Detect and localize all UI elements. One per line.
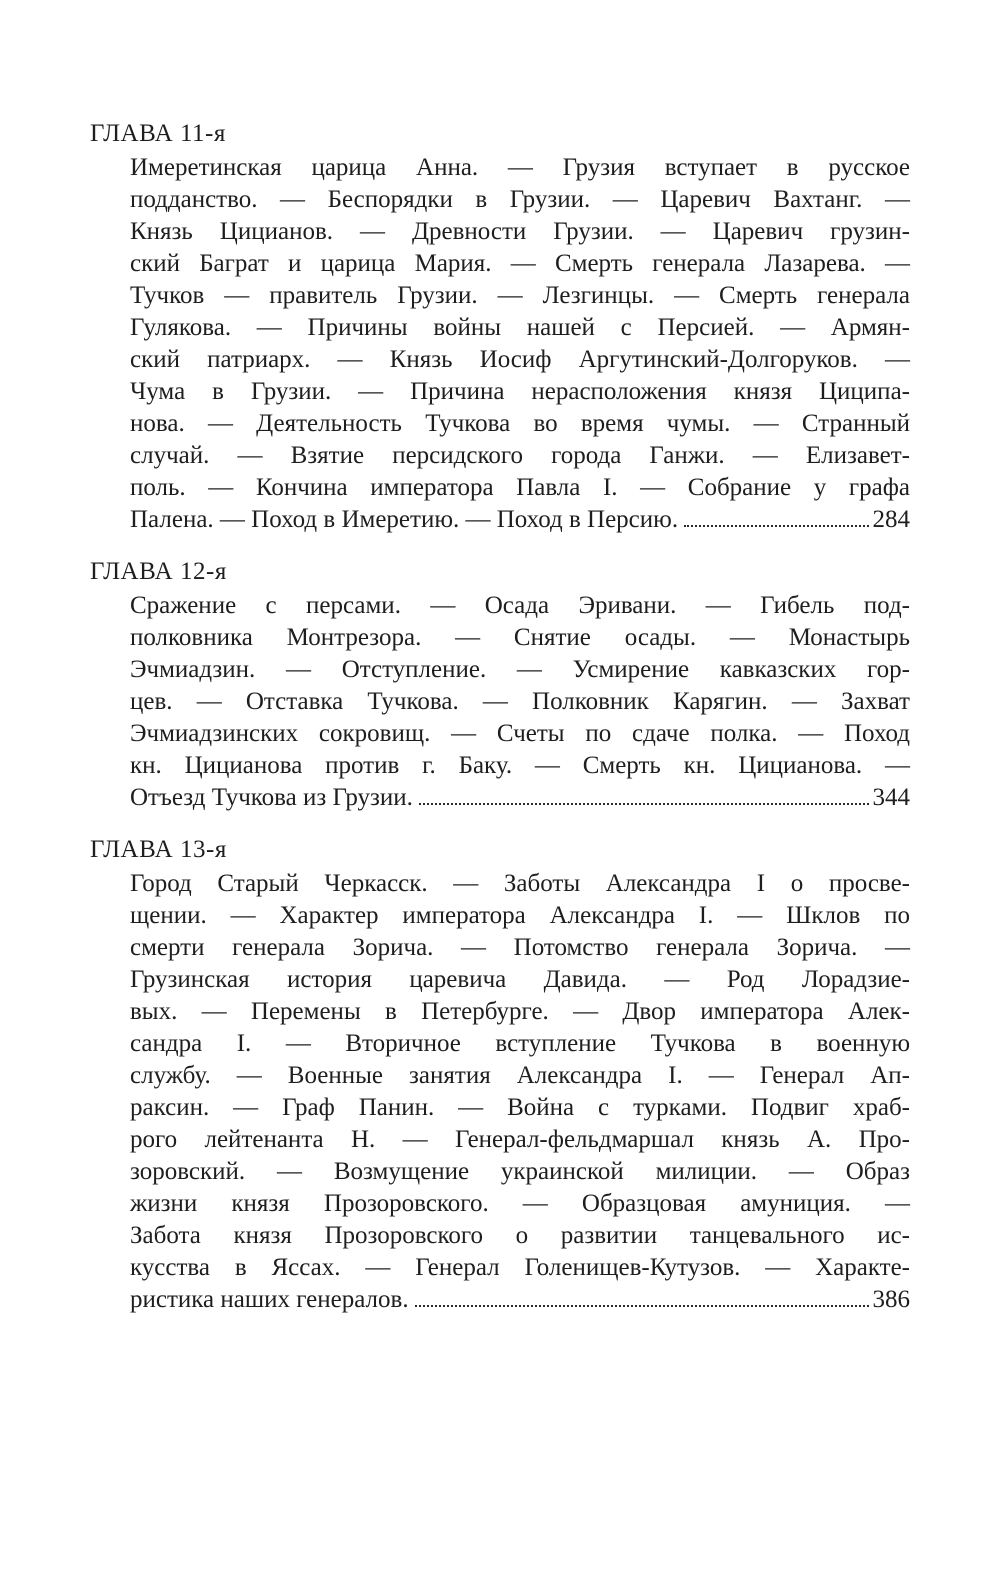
dot-leader <box>684 524 868 527</box>
summary-line: жизни князя Прозоровского. — Образцовая амуниция. — <box>130 1190 910 1217</box>
chapter-summary <box>130 590 910 814</box>
summary-line: зоровский. — Возмущение украинской милиции. — Образ <box>130 1158 910 1185</box>
summary-line: Имеретинская царица Анна. — Грузия вступает в русское <box>130 154 910 181</box>
summary-line: Отъезд Тучкова из Грузии. <box>130 784 413 811</box>
summary-line: Тучков — правитель Грузии. — Лезгинцы. — Смерть генерала <box>130 282 910 309</box>
summary-last-line <box>130 1284 910 1316</box>
summary-line: подданство. — Беспорядки в Грузии. — Царевич Вахтанг. — <box>130 186 910 213</box>
summary-line: Эчмиадзинских сокровищ. — Счеты по сдаче полка. — Поход <box>130 720 910 747</box>
summary-line: случай. — Взятие персидского города Ганжи. — Елизавет- <box>130 442 910 469</box>
summary-line: кн. Цицианова против г. Баку. — Смерть кн. Цицианова. — <box>130 752 910 779</box>
summary-line: полковника Монтрезора. — Снятие осады. — Монастырь <box>130 624 910 651</box>
summary-line: ский Баграт и царица Мария. — Смерть генерала Лазарева. — <box>130 250 910 277</box>
summary-line: поль. — Кончина императора Павла I. — Собрание у графа <box>130 474 910 501</box>
summary-line: Сражение с персами. — Осада Эривани. — Гибель под- <box>130 592 910 619</box>
chapter-title: ГЛАВА 13-я <box>90 836 227 863</box>
chapter-summary <box>130 868 910 1316</box>
summary-line: Эчмиадзин. — Отступление. — Усмирение кавказских гор- <box>130 656 910 683</box>
chapter-title: ГЛАВА 11-я <box>90 120 226 147</box>
summary-line: цев. — Отставка Тучкова. — Полковник Карягин. — Захват <box>130 688 910 715</box>
summary-line: вых. — Перемены в Петербурге. — Двор императора Алек- <box>130 998 910 1025</box>
summary-line: кусства в Яссах. — Генерал Голенищев-Кутузов. — Характе- <box>130 1254 910 1281</box>
summary-line: Грузинская история царевича Давида. — Род Лорадзие- <box>130 966 910 993</box>
summary-line: Князь Цицианов. — Древности Грузии. — Царевич грузин- <box>130 218 910 245</box>
summary-line: Город Старый Черкасск. — Заботы Александра I о просве- <box>130 870 910 897</box>
summary-line: ский патриарх. — Князь Иосиф Аргутинский-Долгоруков. — <box>130 346 910 373</box>
summary-last-line <box>130 504 910 536</box>
summary-line: ристика наших генералов. <box>130 1286 409 1313</box>
dot-leader <box>419 802 869 805</box>
page-number: 284 <box>872 506 910 533</box>
summary-line: Забота князя Прозоровского о развитии танцевального ис- <box>130 1222 910 1249</box>
summary-line: Палена. — Поход в Имеретию. — Поход в Персию. <box>130 506 679 533</box>
summary-line: сандра I. — Вторичное вступление Тучкова в военную <box>130 1030 910 1057</box>
chapter-title: ГЛАВА 12-я <box>90 558 227 585</box>
summary-line: щении. — Характер императора Александра I. — Шклов по <box>130 902 910 929</box>
summary-line: смерти генерала Зорича. — Потомство генерала Зорича. — <box>130 934 910 961</box>
summary-line: нова. — Деятельность Тучкова во время чумы. — Странный <box>130 410 910 437</box>
summary-line: Чума в Грузии. — Причина нерасположения князя Циципа- <box>130 378 910 405</box>
summary-line: Гулякова. — Причины войны нашей с Персией. — Армян- <box>130 314 910 341</box>
chapter-12 <box>90 556 910 814</box>
chapter-13 <box>90 834 910 1316</box>
chapter-summary <box>130 152 910 536</box>
summary-last-line <box>130 782 910 814</box>
page-number: 386 <box>872 1286 910 1313</box>
summary-line: раксин. — Граф Панин. — Война с турками. Подвиг храб- <box>130 1094 910 1121</box>
chapter-11 <box>90 118 910 536</box>
summary-line: рого лейтенанта Н. — Генерал-фельдмаршал князь А. Про- <box>130 1126 910 1153</box>
page-number: 344 <box>872 784 910 811</box>
table-of-contents <box>90 118 910 1336</box>
summary-line: службу. — Военные занятия Александра I. — Генерал Ап- <box>130 1062 910 1089</box>
dot-leader <box>415 1304 869 1307</box>
